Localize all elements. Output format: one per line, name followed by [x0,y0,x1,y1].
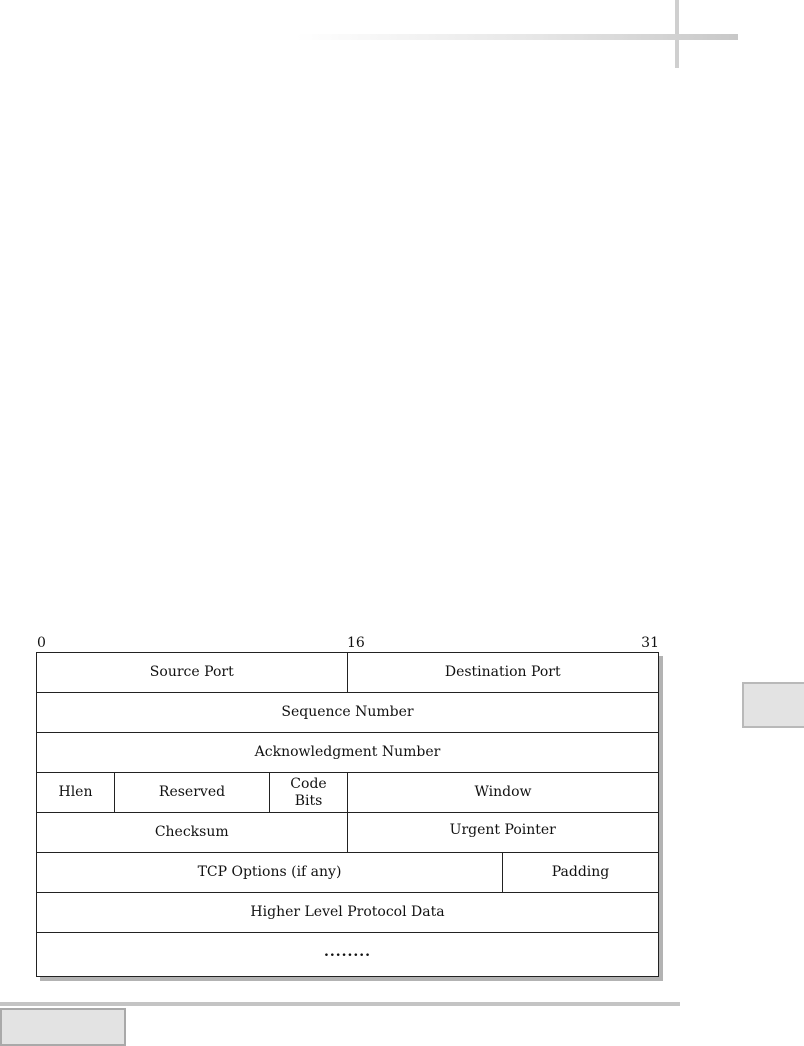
field-tcp-options: TCP Options (if any) [37,853,503,892]
field-padding: Padding [551,864,610,880]
tcp-header-diagram [36,652,659,977]
field-checksum: Checksum [37,813,348,852]
field-higher-level-data: Higher Level Protocol Data [250,904,445,920]
field-reserved: Reserved [115,773,270,812]
field-source-port: Source Port [37,653,348,692]
footer-tab [0,1008,126,1046]
header-row-sequence [37,693,658,733]
field-continuation: ........ [324,944,371,960]
header-row-options [37,853,658,893]
field-destination-port: Destination Port [444,664,561,680]
field-code-bits: Code Bits [270,773,348,812]
header-row-data [37,893,658,933]
field-urgent-pointer: Urgent Pointer [449,822,556,838]
header-row-ports [37,653,658,693]
bit-label-0: 0 [37,635,46,651]
field-hlen: Hlen [37,773,115,812]
field-acknowledgment-number: Acknowledgment Number [254,744,441,760]
header-row-flags [37,773,658,813]
bit-label-31: 31 [641,635,659,651]
decorative-horizontal-line [296,34,738,40]
bit-label-16: 16 [347,635,365,651]
bit-position-labels [37,635,659,653]
field-sequence-number: Sequence Number [281,704,414,720]
chapter-side-tab [742,682,804,728]
footer-rule [0,1002,680,1006]
header-row-continuation [37,933,658,972]
header-row-checksum [37,813,658,853]
header-row-acknowledgment [37,733,658,773]
field-window: Window [474,784,532,800]
